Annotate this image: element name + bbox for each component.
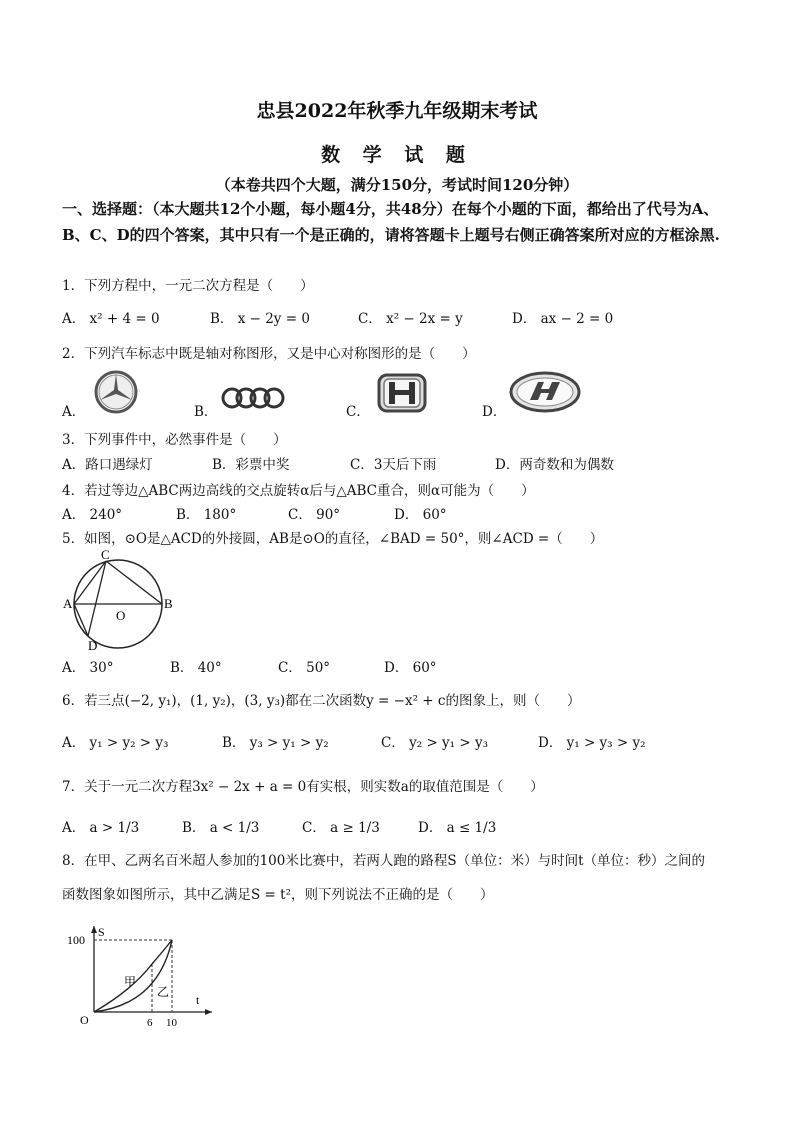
graph-origin-label: O [80, 1013, 89, 1027]
q7-option-d: D． a ≤ 1/3 [418, 820, 497, 836]
q2-option-d: D． [482, 404, 507, 420]
section-instructions: 一、选择题：（本大题共12个小题，每小题4分，共48分）在每个小题的下面，都给出了代号为A、B、C、D的四个答案，其中只有一个是正确的，请将答题卡上题号右侧正确答案所对应的方框涂黑. [62, 200, 720, 244]
graph-y-tick-100: 100 [67, 933, 85, 947]
q4-option-c: C． 90° [288, 507, 341, 523]
q4-option-a: A． 240° [62, 507, 123, 523]
graph-curve-yi: 乙 [157, 985, 170, 999]
label-d: D [88, 638, 98, 653]
question-5-stem: 5．如图，⊙O是△ACD的外接圆，AB是⊙O的直径，∠BAD = 50°，则∠ACD =（ ） [62, 531, 604, 547]
exam-title: 忠县2022年秋季九年级期末考试 [256, 100, 538, 122]
q5-option-d: D． 60° [384, 660, 437, 676]
question-4-stem: 4．若过等边△ABC两边高线的交点旋转α后与△ABC重合，则α可能为（ ） [62, 483, 535, 499]
question-3-stem: 3．下列事件中，必然事件是（ ） [62, 432, 287, 448]
q6-option-c: C． y₂ > y₁ > y₃ [381, 735, 489, 751]
q3-option-d: D．两奇数和为偶数 [495, 457, 614, 473]
question-8-stem-line2: 函数图象如图所示，其中乙满足S = t²，则下列说法不正确的是（ ） [62, 887, 494, 903]
q7-option-a: A． a > 1/3 [62, 820, 140, 836]
graph-x-label: t [196, 993, 200, 1007]
q1-option-c: C． x² − 2x = y [358, 311, 463, 327]
q2-option-c: C． [346, 404, 370, 420]
q5-circle-figure [62, 550, 186, 658]
graph-x-tick-10: 10 [166, 1017, 177, 1029]
subject-title: 数 学 试 题 [321, 144, 473, 166]
q7-option-c: C． a ≥ 1/3 [302, 820, 380, 836]
question-2-stem: 2．下列汽车标志中既是轴对称图形，又是中心对称图形的是（ ） [62, 346, 476, 362]
q6-option-b: B． y₃ > y₁ > y₂ [222, 735, 329, 751]
q5-option-c: C． 50° [278, 660, 331, 676]
q7-option-b: B． a < 1/3 [182, 820, 260, 836]
question-8-stem-line1: 8．在甲、乙两名百米超人参加的100米比赛中，若两人跑的路程S（单位：米）与时间t（单位：秒）之间的 [62, 853, 706, 869]
q4-option-d: D． 60° [394, 507, 447, 523]
exam-note: （本卷共四个大题，满分150分，考试时间120分钟） [215, 176, 579, 194]
question-7-stem: 7．关于一元二次方程3x² − 2x + a = 0有实根，则实数a的取值范围是（ ） [62, 779, 544, 795]
q2-option-b: B． [194, 404, 218, 420]
q3-option-a: A．路口遇绿灯 [62, 457, 153, 473]
q8-distance-time-graph [62, 920, 222, 1034]
q1-option-a: A． x² + 4 = 0 [62, 311, 160, 327]
honda-logo-icon [376, 372, 428, 418]
question-6-stem: 6．若三点(−2, y₁)，(1, y₂)，(3, y₃)都在二次函数y = −x² + c的图象上，则（ ） [62, 693, 581, 709]
hyundai-logo-icon [508, 370, 582, 418]
q2-option-a: A． [62, 404, 86, 420]
q6-option-d: D． y₁ > y₃ > y₂ [538, 735, 646, 751]
label-a: A [63, 596, 73, 611]
question-1-stem: 1．下列方程中，一元二次方程是（ ） [62, 278, 314, 294]
q4-option-b: B． 180° [176, 507, 237, 523]
q5-option-a: A． 30° [62, 660, 114, 676]
q1-option-b: B． x − 2y = 0 [210, 311, 310, 327]
label-o: O [116, 608, 126, 623]
q6-option-a: A． y₁ > y₂ > y₃ [62, 735, 169, 751]
audi-logo-icon [220, 384, 286, 416]
label-b: B [164, 596, 173, 611]
q5-option-b: B． 40° [170, 660, 222, 676]
q1-option-d: D． ax − 2 = 0 [512, 311, 614, 327]
q3-option-b: B．彩票中奖 [212, 457, 290, 473]
mercedes-logo-icon [92, 368, 140, 420]
q3-option-c: C．3天后下雨 [350, 457, 437, 473]
label-c: C [101, 550, 110, 562]
graph-x-tick-6: 6 [147, 1017, 153, 1029]
graph-curve-jia: 甲 [124, 975, 137, 989]
graph-y-label: S [98, 925, 105, 939]
